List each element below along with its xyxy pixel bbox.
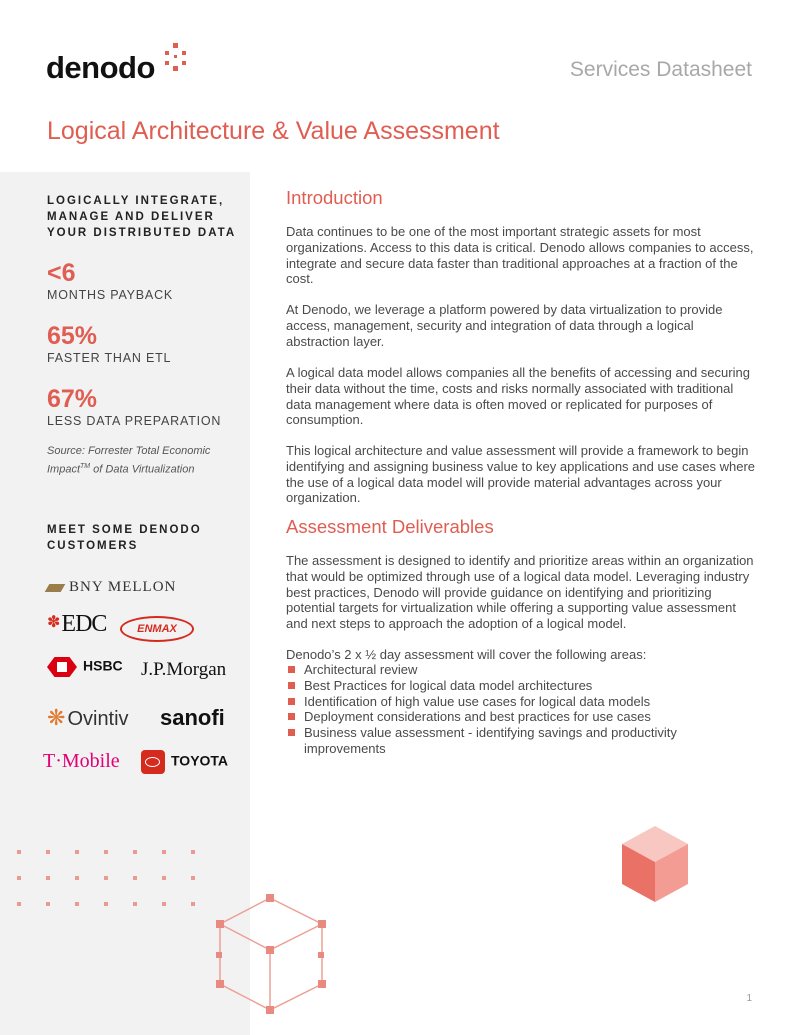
deliverables-paragraph: Denodo’s 2 x ½ day assessment will cover the following areas: (286, 647, 647, 662)
ovintiv-star-icon: ❋ (47, 705, 66, 730)
decorative-dot-grid (0, 0, 250, 1035)
maple-leaf-icon: ✽ (47, 614, 60, 631)
customers-heading: MEET SOME DENODO CUSTOMERS (47, 524, 202, 552)
toyota-text: TOYOTA (171, 752, 229, 769)
page-title: Logical Architecture & Value Assessment (47, 117, 500, 145)
list-item: Best Practices for logical data model architectures (286, 678, 756, 694)
sidebar-tagline: LOGICALLY INTEGRATE, MANAGE AND DELIVER YOUR DISTRIBUTED DATA (47, 195, 237, 239)
stat-value: 67% (47, 385, 98, 413)
jpmorgan-logo: J.P.Morgan (141, 659, 227, 680)
introduction-heading: Introduction (286, 187, 383, 208)
tmobile-logo: T·Mobile (43, 750, 120, 772)
source-prefix: Source: Forrester Total Economic Impact (47, 445, 211, 476)
list-item: Identification of high value use cases for logical data models (286, 694, 756, 710)
intro-paragraph: A logical data model allows companies all the benefits of accessing and securing their data without the time, costs and risks normally associated with traditional data management where data is often moved or replicated for purposes of consumption. (286, 365, 750, 428)
intro-paragraph: At Denodo, we leverage a platform powered by data virtualization to provide access, management, security and integration of data through a logical abstraction layer. (286, 302, 723, 349)
deliverables-paragraph: The assessment is designed to identify and prioritize areas within an organization that would be optimized through use of a logical data model. Leveraging industry best practices, Denodo will provide guidance on identifying and prioritizing potential targets for virtualization while offering a supporting value assessment and next steps to approach the adoption of a logical model. (286, 553, 754, 632)
solid-cube-icon (620, 824, 690, 904)
deliverables-heading: Assessment Deliverables (286, 516, 494, 537)
source-suffix: of Data Virtualization (90, 463, 195, 476)
intro-paragraph: This logical architecture and value assessment will provide a framework to begin identifying and assigning business value to key applications and use cases where the use of a logical data model will provide material advantages across your organization. (286, 443, 756, 506)
enmax-logo: ENMAX (120, 616, 194, 642)
stat-value: <6 (47, 259, 76, 287)
list-item: Deployment considerations and best practices for use cases (286, 709, 756, 725)
bny-mellon-text: BNY MELLON (69, 579, 177, 595)
stat-label: LESS DATA PREPARATION (47, 414, 222, 428)
stat-label: FASTER THAN ETL (47, 351, 172, 365)
wireframe-cube-icon (214, 892, 334, 1022)
intro-paragraph: Data continues to be one of the most important strategic assets for most organizations. Access to this data is critical. Denodo allows companies to access, integrate and secure data faster than traditional approaches at a fraction of the cost. (286, 224, 754, 287)
denodo-logo: denodo (46, 50, 155, 85)
ovintiv-text: Ovintiv (67, 708, 129, 730)
stat-label: MONTHS PAYBACK (47, 288, 174, 302)
deliverables-list (286, 662, 756, 757)
list-item: Architectural review (286, 662, 756, 678)
stat-value: 65% (47, 322, 98, 350)
sanofi-logo: sanofi (160, 705, 225, 730)
edc-text: EDC (61, 611, 107, 637)
source-trademark: TM (80, 463, 91, 470)
document-type: Services Datasheet (569, 58, 752, 81)
page-number: 1 (746, 993, 752, 1004)
hsbc-text: HSBC (83, 657, 123, 674)
list-item: Business value assessment - identifying savings and productivity improvements (286, 725, 756, 757)
